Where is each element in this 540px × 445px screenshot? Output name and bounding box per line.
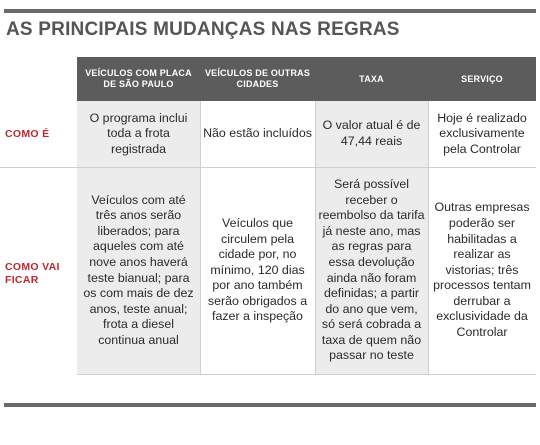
column-header-servico <box>428 57 536 101</box>
column-divider <box>200 101 201 374</box>
bottom-rule <box>4 403 536 407</box>
cell-como-e-outras: Não estão incluídos <box>200 101 315 167</box>
cell-como-e-servico: Hoje é realizado exclusivamente pela Controlar <box>428 101 536 167</box>
row-divider <box>0 167 536 168</box>
row-label-como-e: COMO É <box>5 128 50 140</box>
column-header-label: TAXA <box>359 73 384 84</box>
cell-vai-ficar-servico: Outras empresas poderão ser habilitadas a realizar as vistorias; três processos tentam derrubar a exclusividade da Controlar <box>428 167 536 374</box>
column-header-label: SERVIÇO <box>461 73 503 84</box>
column-header-label: VEÍCULOS COM PLACA DE SÃO PAULO <box>85 68 192 89</box>
top-rule <box>4 9 536 13</box>
column-header-sp-vehicles <box>77 57 200 101</box>
column-divider <box>315 101 316 374</box>
cell-como-e-taxa: O valor atual é de 47,44 reais <box>315 101 428 167</box>
column-header-other-cities <box>200 57 315 101</box>
cell-como-e-sp: O programa inclui toda a frota registrada <box>77 101 200 167</box>
column-header-label: VEÍCULOS DE OUTRAS CIDADES <box>204 68 311 89</box>
row-label-como-vai-ficar: COMO VAI FICAR <box>5 261 60 286</box>
cell-vai-ficar-outras: Veículos que circulem pela cidade por, no mínimo, 120 dias por ano também serão obrigados a fazer a inspeção <box>200 167 315 374</box>
table-bottom-line <box>77 374 536 375</box>
cell-vai-ficar-taxa: Será possível receber o reembolso da tarifa já neste ano, mas as regras para essa devolução ainda não foram definidas; a partir do ano que vem, só será cobrada a taxa de quem não passar no teste <box>315 167 428 374</box>
cell-vai-ficar-sp: Veículos com até três anos serão liberados; para aqueles com até nove anos haverá teste bianual; para os com mais de dez anos, teste anual; frota a diesel continua anual <box>77 167 200 374</box>
table-title: AS PRINCIPAIS MUDANÇAS NAS REGRAS <box>6 19 400 40</box>
column-divider <box>428 101 429 374</box>
column-header-taxa <box>315 57 428 101</box>
